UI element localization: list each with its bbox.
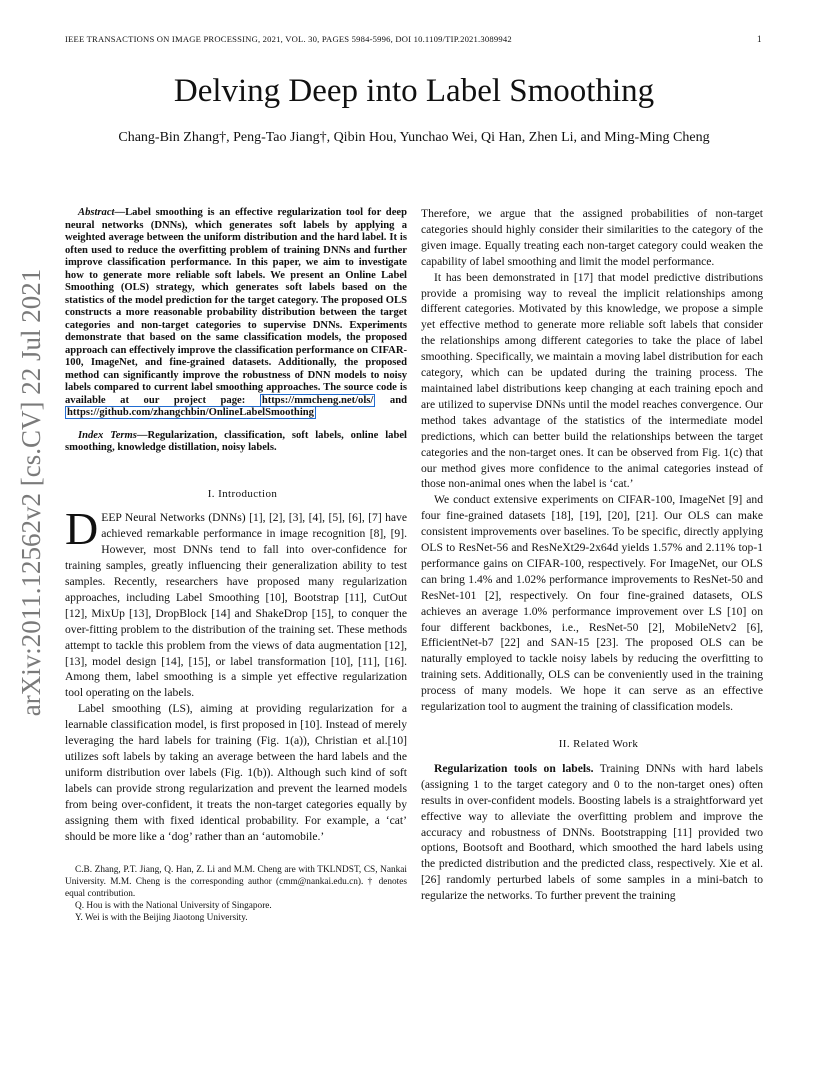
footnote-hou: Q. Hou is with the National University of Singapore. [75, 901, 272, 912]
intro-paragraph-2: Label smoothing (LS), aiming at providing regularization for a learnable classification model, is first proposed in [10]. Instead of merely leveraging the hard labels for training (Fig. 1(a)), Christian et al.[10] utilizes soft labels by taking an average between the hard labels and the uniform distribution over labels (Fig. 1(b)). Although such kind of soft labels can provide strong regularization and prevent the learned models from being over-confident, it treats the non-target categories equally by assigning them with fixed identical probability. For example, a ‘cat’ should be more like a ‘dog’ rather than an ‘automobile.’ [65, 702, 407, 843]
running-header: IEEE TRANSACTIONS ON IMAGE PROCESSING, 2021, VOL. 30, PAGES 5984-5996, DOI 10.1109/TIP.2021.3089942 [65, 34, 512, 44]
right-paragraph-3: We conduct extensive experiments on CIFAR-100, ImageNet [9] and four fine-grained datasets [18], [19], [20], [21]. Our OLS can make consistent improvements over baselines. To be specific, directly applying OLS to ResNet-56 and ResNeXt29-2x64d yields 1.57% and 2.11% top-1 performance gains on CIFAR-100, respectively. For ImageNet, our OLS can bring 1.4% and 1.02% performance improvements to ResNet-50 and ResNet-101 [2], respectively. On four fine-grained datasets, OLS achieves an average 1.0% performance improvement over LS [10] on four different backbones, i.e., ResNet-50 [2], MobileNetv2 [6], EfficientNet-b7 [22] and SAN-15 [23]. The proposed OLS can be naturally employed to tackle noisy labels by reducing the overfitting to training sets. Additionally, OLS can be conveniently used in the training process of many models. We hope it can serve as an effective regularization tool to augment the training of classification models. [421, 493, 763, 714]
footnote-affiliations: C.B. Zhang, P.T. Jiang, Q. Han, Z. Li and M.M. Cheng are with TKLNDST, CS, Nankai University. M.M. Cheng is the corresponding author (cmm@nankai.edu.cn). † denotes equal contribution. [65, 865, 407, 900]
right-paragraph-1: Therefore, we argue that the assigned probabilities of non-target categories should highly consider their similarities to the category of the given image. Equally treating each non-target category could weaken the capability of label smoothing and limit the model performance. [421, 207, 763, 268]
related-work-lead: Regularization tools on labels. [434, 761, 594, 775]
left-column [65, 207, 407, 924]
abstract [65, 207, 407, 455]
arxiv-identifier: arXiv:2011.12562v2 [cs.CV] 22 Jul 2021 [16, 268, 47, 716]
github-link[interactable]: https://github.com/zhangchbin/OnlineLabelSmoothing [67, 407, 314, 418]
index-terms-text: —Regularization, classification, soft labels, online label smoothing, knowledge distillation, noisy labels. [65, 429, 407, 453]
index-terms-label: Index Terms [78, 429, 137, 441]
drop-cap: D [65, 503, 99, 555]
project-page-link[interactable]: https://mmcheng.net/ols/ [261, 394, 374, 406]
arxiv-stamp [2, 268, 62, 716]
abstract-and: and [375, 394, 407, 406]
paper-title: Delving Deep into Label Smoothing [173, 73, 655, 109]
intro-paragraph-1: DEEP Neural Networks (DNNs) [1], [2], [3], [4], [5], [6], [7] have achieved remarkable performance in image recognition [8], [9]. However, most DNNs tend to fall into over-confidence for training samples, greatly influencing their generalization ability to test samples. Recently, researchers have proposed many regularization approaches, including Label Smoothing [10], Bootstrap [11], CutOut [12], MixUp [13], DropBlock [14] and ShakeDrop [15], to conquer the over-fitting problem to the distribution of the training set. These methods attempt to tackle this problem from the views of data augmentation [12], [13], model design [14], [15], or label transformation [10], [11], [16]. Among them, label smoothing is a simple yet effective regularization tool operating on the labels. [65, 503, 407, 700]
abstract-label: Abstract [78, 207, 115, 218]
related-work-paragraph: Regularization tools on labels. Training DNNs with hard labels (assigning 1 to the target category and 0 to the non-target ones) often results in over-confident models. Boosting labels is a straightforward yet effective way to alleviate the overfitting problem and improve the accuracy and robustness of DNNs. Bootstrapping [11] provided two options, Bootsoft and Boothard, which smoothed the hard labels using the predicted distribution and the predicted class, respectively. Xie et al. [26] randomly perturbed labels of some samples in a mini-batch to regularize the networks. To further prevent the training [421, 761, 763, 903]
section-heading-introduction: I. Introduction [207, 487, 278, 500]
abstract-text: —Label smoothing is an effective regularization tool for deep neural networks (DNNs), which generates soft labels by applying a weighted average between the uniform distribution and the hard label. It is often used to reduce the overfitting problem of training DNNs and further improve classification performance. In this paper, we aim to investigate how to generate more reliable soft labels. We present an Online Label Smoothing (OLS) strategy, which generates soft labels based on the statistics of the model prediction for the target category. The proposed OLS constructs a more reasonable probability distribution between the target categories and non-target categories to supervise DNNs. Experiments demonstrate that based on the same classification models, the proposed approach can effectively improve the classification performance on CIFAR-100, ImageNet, and fine-grained datasets. Additionally, the proposed method can significantly improve the robustness of DNN models to noisy labels compared to current label smoothing approaches. The source code is available at our project page: [65, 207, 407, 406]
page-number: 1 [757, 34, 762, 44]
right-column [421, 206, 763, 904]
footnotes [65, 864, 407, 924]
footnote-wei: Y. Wei is with the Beijing Jiaotong University. [75, 913, 248, 924]
right-paragraph-2: It has been demonstrated in [17] that model predictive distributions provide a promising way to reveal the implicit relationships among different categories. Motivated by this knowledge, we propose a simple yet effective method to generate more reliable soft labels that consider the relationships among different categories to take the place of label smoothing. Specifically, we maintain a moving label distribution for each category, which can be updated during the training process. The maintained label distributions keep changing at each training epoch and are utilized to supervise DNNs until the model reaches convergence. Our method takes advantage of the statistics of the intermediate model predictions, which can better build the relationships between the target categories and the non-target ones. It can be observed from Fig. 1(c) that our method gives more confidence to the animal categories instead of those non-animal ones when the label is ‘cat.’ [421, 270, 763, 491]
author-list: Chang-Bin Zhang†, Peng-Tao Jiang†, Qibin Hou, Yunchao Wei, Qi Han, Zhen Li, and Ming-Ming Cheng [118, 130, 710, 145]
section-heading-related-work: II. Related Work [558, 738, 639, 750]
